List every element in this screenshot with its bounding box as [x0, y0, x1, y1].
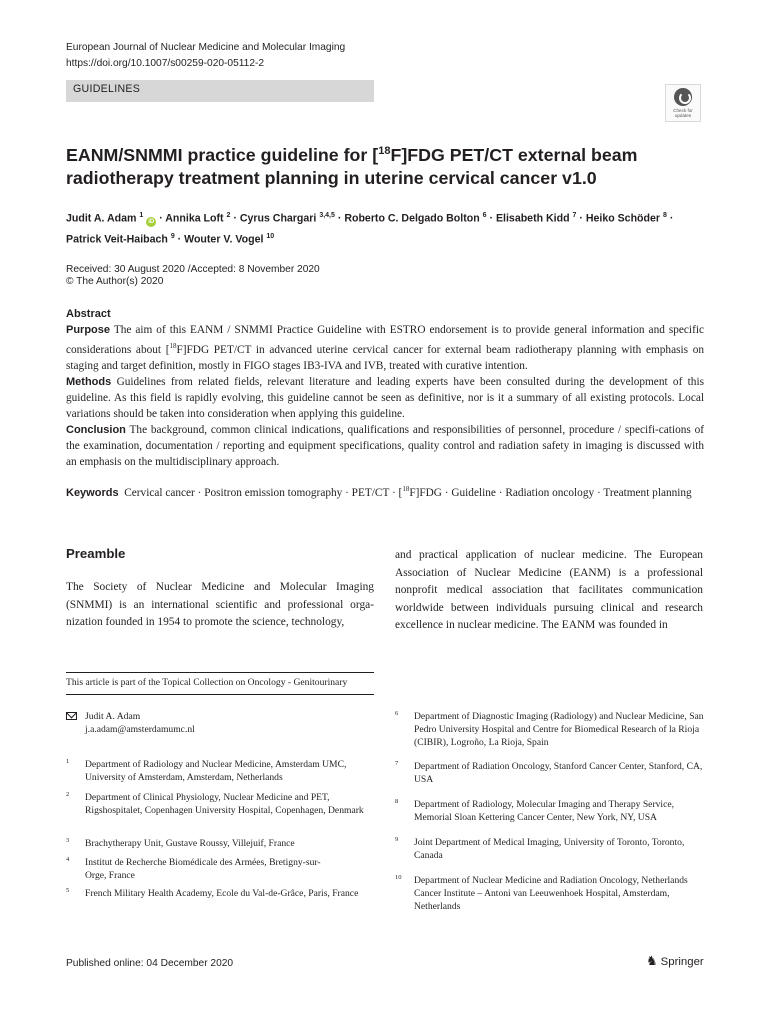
- keywords-text-a: Cervical cancer · Positron emission tomography · PET/CT · [: [124, 486, 403, 499]
- author-name[interactable]: Patrick Veit-Haibach: [66, 233, 168, 246]
- orcid-icon[interactable]: iD: [148, 218, 155, 225]
- article-title: [66, 140, 706, 190]
- check-updates-text: Check for updates: [673, 108, 693, 118]
- affiliation-number: 10: [395, 874, 402, 881]
- doi-link[interactable]: https://doi.org/10.1007/s00259-020-05112-2: [66, 58, 265, 69]
- abstract-purpose: [66, 322, 704, 374]
- author-name[interactable]: Judit A. Adam: [66, 212, 137, 225]
- received-accepted: Received: 30 August 2020 /Accepted: 8 November 2020: [66, 264, 320, 275]
- copyright: © The Author(s) 2020: [66, 276, 164, 287]
- springer-horse-icon: ♞: [646, 953, 658, 968]
- author-name[interactable]: Elisabeth Kidd: [495, 212, 570, 225]
- affiliation-text: Department of Nuclear Medicine and Radiation Oncology, Netherlands Cancer Institute – Antoni van Leeuwenhoek Hospital, Amsterdam, Netherlands: [414, 875, 688, 912]
- abstract: [66, 306, 704, 470]
- author-name[interactable]: Roberto C. Delgado Bolton: [344, 212, 480, 225]
- affiliation-number: 8: [395, 798, 399, 805]
- affiliation-number: 9: [395, 836, 399, 843]
- section-label: GUIDELINES: [73, 83, 141, 95]
- corresponding-name: Judit A. Adam: [85, 711, 141, 722]
- abstract-conclusion: [66, 422, 704, 470]
- affiliation-text: Department of Diagnostic Imaging (Radiology) and Nuclear Medicine, San Pedro University Hospital and Centre for Biomedical Research of la Rioja (CIBIR), Logroño, La Rioja, Spain: [414, 711, 704, 748]
- author-affiliation-ref: 6: [482, 212, 487, 219]
- title-superscript: 18: [378, 145, 391, 157]
- journal-name: European Journal of Nuclear Medicine and Molecular Imaging: [66, 42, 346, 53]
- footnote-divider-2: [66, 694, 374, 695]
- author-affiliation-ref: 7: [572, 212, 577, 219]
- author-name[interactable]: Heiko Schöder: [585, 212, 661, 225]
- author-affiliation-ref: 3,4,5: [319, 212, 335, 219]
- publisher-name: Springer: [660, 956, 704, 968]
- affiliation-text: French Military Health Academy, Ecole du Val-de-Grâce, Paris, France: [85, 888, 359, 899]
- affiliation-number: 3: [66, 837, 70, 844]
- affiliation-text: Brachytherapy Unit, Gustave Roussy, Villejuif, France: [85, 838, 295, 849]
- author-affiliation-ref: 1: [139, 212, 144, 219]
- affiliation-text: Department of Clinical Physiology, Nuclear Medicine and PET, Rigshospitalet, Copenhagen University Hospital, Copenhagen, Denmark: [85, 792, 364, 816]
- affiliation-text: Department of Radiology and Nuclear Medicine, Amsterdam UMC, University of Amsterdam, Amsterdam, Netherlands: [85, 759, 347, 783]
- journal-header: [66, 40, 345, 72]
- preamble-right-column: and practical application of nuclear medicine. The European Association of Nuclear Medicine (EANM) is a professional nonprofit medical association that facilitates communication worldwide between individuals pursuing clinical and research excellence in nuclear medicine. The EANM was founded in: [395, 549, 703, 631]
- author-affiliation-ref: 10: [266, 232, 275, 240]
- keywords-superscript: 18: [402, 485, 410, 493]
- keywords: [66, 481, 704, 501]
- title-part-1: EANM/SNMMI practice guideline for [: [66, 144, 379, 165]
- section-banner: [66, 80, 374, 102]
- check-updates-icon: [674, 88, 692, 106]
- topical-collection-note: This article is part of the Topical Collection on Oncology - Genitourinary: [66, 677, 348, 688]
- purpose-text-a: The aim of this EANM / SNMMI Practice Guideline with ESTRO endorsement is to provide general information and specific considerations about [: [66, 324, 704, 356]
- affiliation-text: Joint Department of Medical Imaging, University of Toronto, Toronto, Canada: [414, 837, 685, 861]
- conclusion-text: The background, common clinical indications, qualifications and responsibilities of personnel, procedure / specifi-cations of the examination, documentation / reporting and equipment specifications, quality control and radiation safety in imaging is discussed with an emphasis on the multidisciplinary approach.: [66, 423, 705, 468]
- article-dates: [66, 264, 320, 288]
- keywords-label: Keywords: [66, 486, 119, 499]
- preamble-left-column: The Society of Nuclear Medicine and Molecular Imaging (SNMMI) is an international scientific and professional orga-nization founded in 1954 to promote the science, technology,: [66, 581, 374, 628]
- purpose-text-b: F]FDG PET/CT in advanced uterine cervical cancer for external beam radiotherapy planning with emphasis on staging and target definition, mostly in FIGO stages IB3-IVA and IVB, treated with curative intention.: [66, 343, 704, 372]
- author-name[interactable]: Annika Loft: [165, 212, 224, 225]
- author-name[interactable]: Cyrus Chargari: [239, 212, 317, 225]
- methods-label: Methods: [66, 375, 112, 388]
- published-online: Published online: 04 December 2020: [66, 958, 234, 969]
- author-affiliation-ref: 8: [662, 212, 667, 219]
- conclusion-label: Conclusion: [66, 423, 126, 436]
- envelope-icon: [66, 712, 77, 720]
- author-name[interactable]: Wouter V. Vogel: [184, 233, 264, 246]
- author-affiliation-ref: 2: [226, 212, 231, 219]
- purpose-superscript: 18: [169, 342, 177, 350]
- affiliation-text: Institut de Recherche Biomédicale des Armées, Bretigny-sur-Orge, France: [85, 857, 321, 881]
- publisher-logo: [646, 953, 704, 969]
- affiliation-number: 6: [395, 710, 399, 717]
- corresponding-email[interactable]: j.a.adam@amsterdamumc.nl: [85, 724, 195, 735]
- affiliation-number: 5: [66, 887, 70, 894]
- affiliation-text: Department of Radiology, Molecular Imaging and Therapy Service, Memorial Sloan Kettering Cancer Center, New York, NY, USA: [414, 799, 675, 823]
- affiliation-number: 2: [66, 791, 70, 798]
- abstract-heading: Abstract: [66, 308, 111, 320]
- author-list: Judit A. Adam $^1$ iD · Annika Loft $^2$ · Cyrus Chargari $^{3,4,5}$ · Roberto C. Delgado Bolton $^6$ · Elisabeth Kidd $^7$ · Heiko Schöder $^8$ · Patrick Veit-Haibach $^9$ · Wouter V. Vogel $^{10}$: [66, 212, 674, 246]
- check-for-updates-badge[interactable]: [665, 84, 701, 122]
- affiliation-text: Department of Radiation Oncology, Stanford Cancer Center, Stanford, CA, USA: [414, 761, 703, 785]
- abstract-methods: [66, 374, 704, 422]
- purpose-label: Purpose: [66, 324, 111, 336]
- keywords-text-b: F]FDG · Guideline · Radiation oncology · Treatment planning: [409, 486, 692, 499]
- affiliation-number: 4: [66, 856, 70, 863]
- affiliation-number: 1: [66, 758, 70, 765]
- affiliation-number: 7: [395, 760, 399, 767]
- author-affiliation-ref: 9: [170, 232, 175, 240]
- footnote-divider: [66, 672, 374, 673]
- preamble-heading: Preamble: [66, 546, 126, 561]
- methods-text: Guidelines from related fields, relevant literature and leading experts have been consulted during the development of this guideline. As this field is rapidly evolving, this guideline cannot be seen as definitive, nor is it a summary of all existing protocols. Local variations should be taken into consideration when applying this guideline.: [66, 375, 704, 420]
- title-part-2: F]FDG PET/CT external beam radiotherapy treatment planning in uterine cervical cancer v1.0: [66, 144, 638, 188]
